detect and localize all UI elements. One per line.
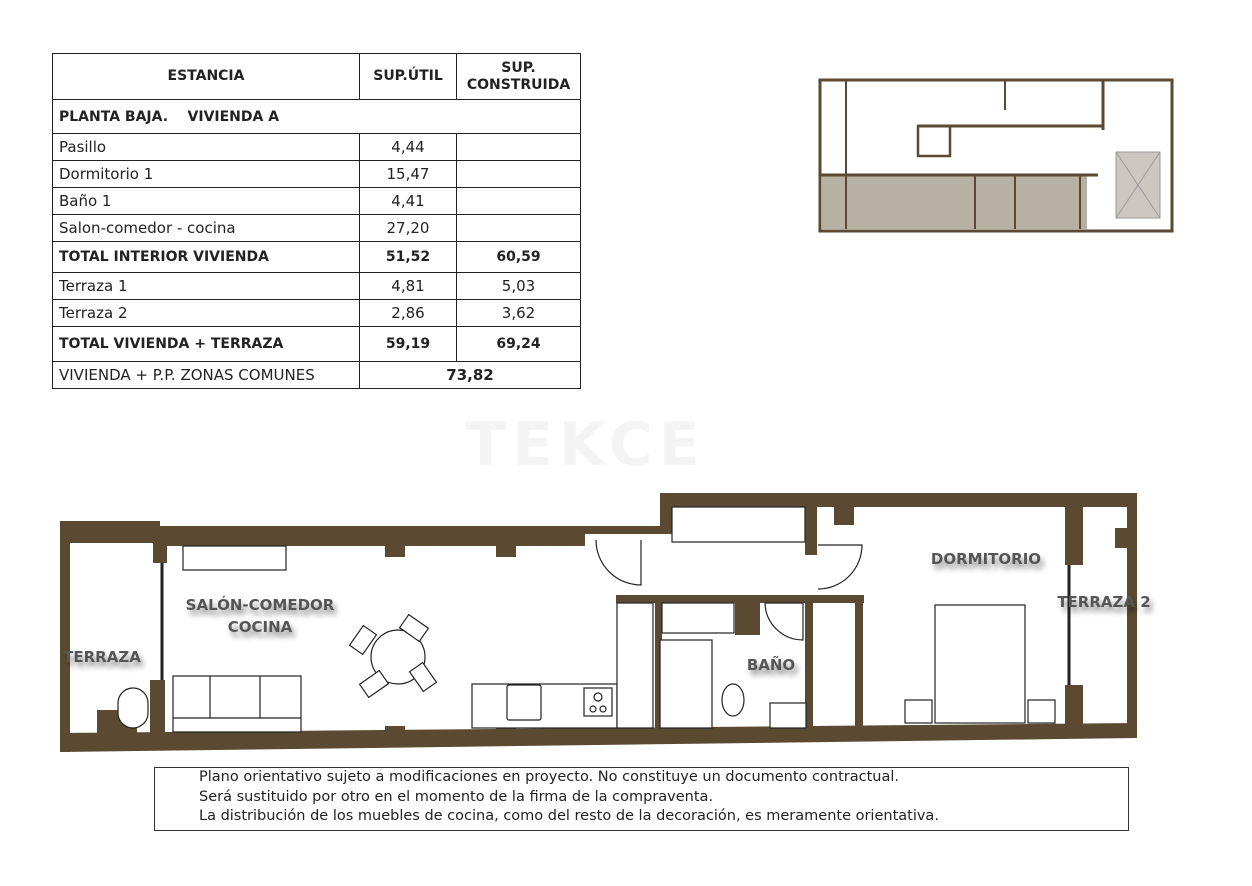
bed: [935, 605, 1025, 723]
room-util: 4,41: [360, 188, 457, 215]
label-terraza-2: TERRAZA 2: [1057, 593, 1151, 611]
washing-machine: [118, 688, 148, 728]
room-util: 2,86: [360, 300, 457, 327]
room-name: Salon-comedor - cocina: [53, 215, 360, 242]
note-line: La distribución de los muebles de cocina, como del resto de la decoración, es meramente orientativa.: [199, 808, 939, 824]
hob-icon: [584, 688, 612, 716]
room-util: 15,47: [360, 161, 457, 188]
room-name: Terraza 2: [53, 300, 360, 327]
key-plan: [820, 80, 1172, 231]
door-swing: [818, 545, 862, 589]
note-line: Plano orientativo sujeto a modificaciones en proyecto. No constituye un documento contractual.: [199, 769, 899, 785]
section-title: PLANTA BAJA. VIVIENDA A: [53, 100, 581, 134]
wall-bano-dorm: [805, 500, 817, 555]
header-sup-line2: CONSTRUIDA: [466, 76, 571, 93]
toilet: [722, 684, 744, 716]
wall-pillar: [150, 680, 165, 740]
room-name: Baño 1: [53, 188, 360, 215]
wall-terraza-top: [60, 521, 160, 543]
header-sup-line1: SUP.: [501, 59, 536, 76]
total-util: 51,52: [360, 242, 457, 273]
wall-shaft: [735, 595, 760, 635]
wall-closet: [855, 600, 863, 730]
label-salon-line2: COCINA: [227, 618, 293, 636]
room-util: 4,81: [360, 273, 457, 300]
comunes-name: VIVIENDA + P.P. ZONAS COMUNES: [53, 362, 360, 389]
total-construida: 69,24: [457, 327, 581, 362]
key-plan-highlight: [822, 175, 1087, 229]
header-sup-util: SUP.ÚTIL: [360, 54, 457, 100]
room-util: 27,20: [360, 215, 457, 242]
label-bano: BAÑO: [746, 656, 796, 674]
burner: [594, 693, 602, 701]
label-salon-line1: SALÓN-COMEDOR: [185, 596, 335, 614]
closet-hall: [662, 603, 734, 633]
wall-left: [60, 521, 70, 752]
disclaimer-notes: [154, 767, 1129, 831]
room-name: Pasillo: [53, 134, 360, 161]
note-line: Será sustituido por otro en el momento de la firma de la compraventa.: [199, 788, 714, 805]
tv-unit: [183, 546, 286, 570]
door-swing: [765, 603, 803, 640]
wall-salon-top: [155, 526, 585, 546]
room-util: 4,44: [360, 134, 457, 161]
header-estancia: ESTANCIA: [53, 54, 360, 100]
nightstand: [1028, 700, 1055, 723]
sofa: [173, 676, 301, 732]
washbasin: [770, 703, 806, 728]
room-name: Terraza 1: [53, 273, 360, 300]
closet-entry: [672, 507, 805, 542]
room-construida: 5,03: [457, 273, 581, 300]
burner: [600, 706, 606, 712]
wall-dorm-terraza: [1065, 500, 1083, 565]
wall-pillar: [1115, 528, 1137, 548]
label-dormitorio: DORMITORIO: [930, 550, 1042, 568]
total-name: TOTAL VIVIENDA + TERRAZA: [53, 327, 360, 362]
wall-dorm-terraza: [1065, 685, 1083, 730]
wall-pillar: [385, 543, 405, 557]
kitchen-tall-unit: [617, 603, 653, 728]
label-terraza: TERRAZA: [63, 648, 141, 666]
wall-pillar: [153, 543, 167, 563]
total-construida: 60,59: [457, 242, 581, 273]
wall-entry: [585, 526, 672, 534]
wall-pillar: [496, 543, 516, 557]
total-util: 59,19: [360, 327, 457, 362]
wall-pillar: [385, 726, 405, 736]
room-name: Dormitorio 1: [53, 161, 360, 188]
comunes-value: 73,82: [360, 362, 581, 389]
burner: [590, 706, 596, 712]
room-construida: 3,62: [457, 300, 581, 327]
wall-pillar: [834, 507, 854, 525]
door-swing: [596, 540, 641, 585]
sink: [507, 685, 541, 720]
shower-tray: [660, 640, 712, 728]
total-name: TOTAL INTERIOR VIVIENDA: [53, 242, 360, 273]
nightstand: [905, 700, 932, 723]
